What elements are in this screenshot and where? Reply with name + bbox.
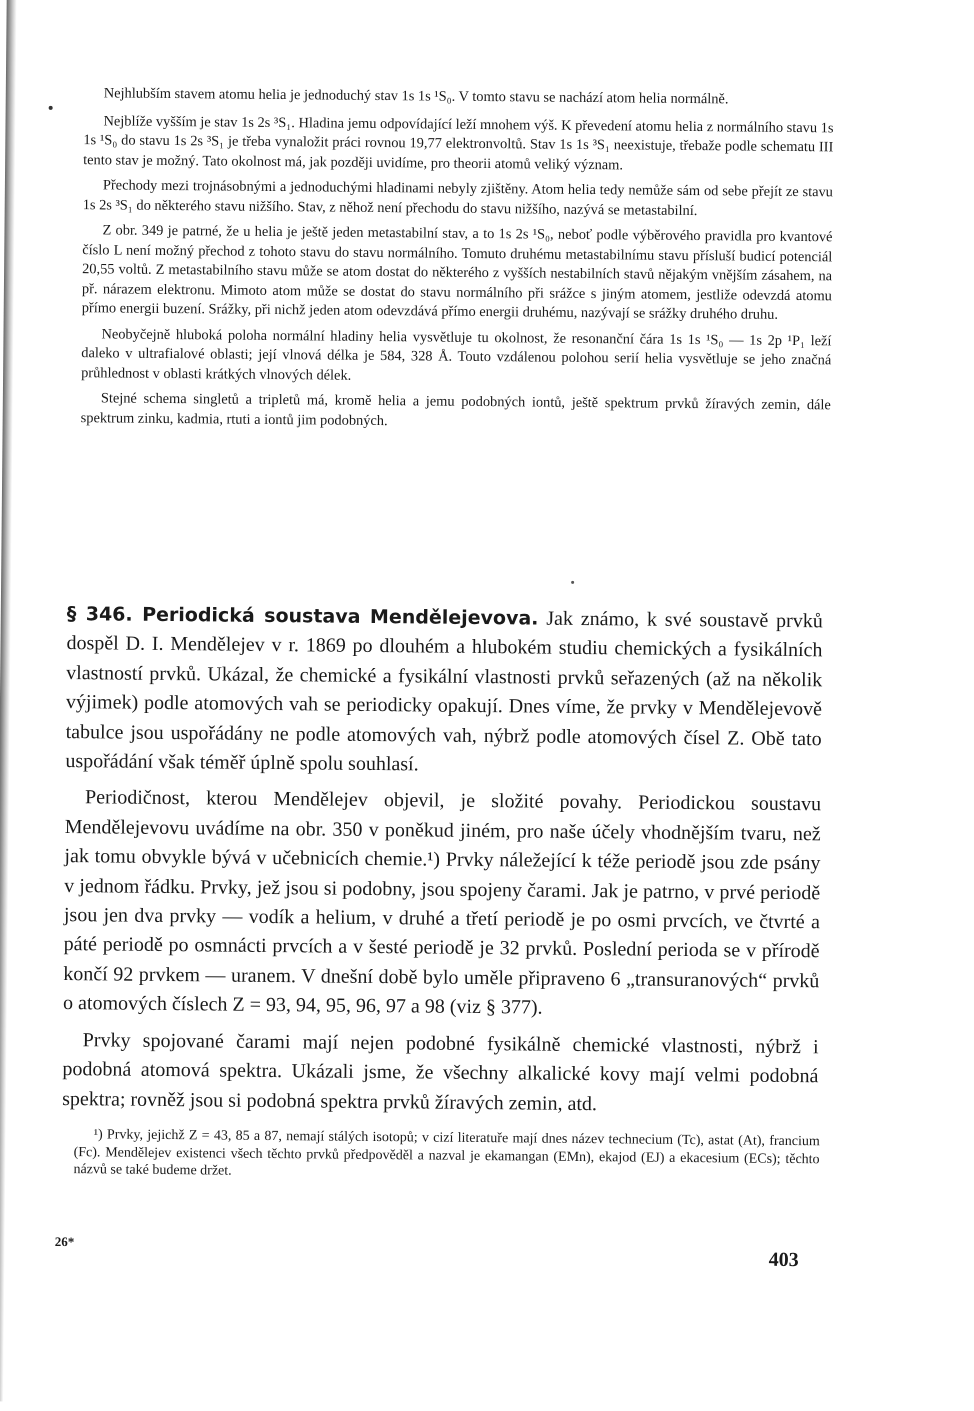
paragraph-resonance-line: Neobyčejně hluboká poloha normální hladiny helia vysvětluje tu okolnost, že resonanční čára 1s 1s ¹S₀ — 1s 2p ¹P₁ leží daleko v ultrafialové oblasti; její vlnová délka je 584, 328 Å. Touto vzdálenou polohou serií helia vysvětluje se jeho značná průhlednost v oblasti krátkých vlnových délek. <box>81 325 832 384</box>
section-heading: § 346. Periodická soustava Mendělejevova. <box>66 603 539 630</box>
paragraph-singlet-triplet: Stejné schema singletů a tripletů má, kromě helia a jemu podobných iontů, ještě spektrum prvků žíravých zemin, dále spektrum zinku, kadmia, rtuti a iontů jim podobných. <box>80 390 831 429</box>
section-intro-text: Jak známo, k své soustavě prvků dospěl D. I. Mendělejev v r. 1869 po dlouhém a hlubokém studiu chemických a fysikálních vlastností prvků. Ukázal, že chemické a fysikální vlastnosti prvků seřazených (až na několik výjimek) podle atomových vah se periodicky opakují. Dnes víme, že prvky v Mendělejevově tabulce jsou uspořádány ne podle atomových vah, nýbrž podle atomových čísel Z. Obě tato uspořádání však téměř úplně spolu souhlasí. <box>65 607 823 776</box>
paragraph-spectra: Prvky spojované čarami mají nejen podobné fysikálně chemické vlastnosti, nýbrž i podobná atomová spektra. Ukázali jsme, že všechny alkalické kovy mají velmi podobná spektra; rovněž jsou si podobná spektra prvků žíravých zemin, atd. <box>62 1028 819 1115</box>
paragraph-periodicity: Periodičnost, kterou Mendělejev objevil, je složité povahy. Periodickou soustavu Mendělejevovu uvádíme na obr. 350 v poněkud jiném, pro naše účely vhodnějším tvaru, než jak tomu obvykle bývá v učebnicích chemie.¹) Prvky náležející k téže periodě jsou zde psány v jednom řádku. Prvky, jež jsou si podobny, jsou spojeny čarami. Jak je patrno, v prvé periodě jsou jen dva prvky — vodík a helium, v druhé a třetí periodě je po osmi prvcích, ve čtvrté a páté periodě po osmnácti prvcích a v šesté periodě je 32 prvků. Poslední perioda se v přírodě končí 92 prvkem — uranem. V dnešní době bylo uměle připraveno 6 „transuranových“ prvků o atomových číslech Z = 93, 94, 95, 96, 97 a 98 (viz § 377). <box>62 786 822 1019</box>
paragraph-ground-state: Nejhlubším stavem atomu helia je jednoduchý stav 1s 1s ¹S₀. V tomto stavu se nachází atom helia normálně. <box>103 85 729 108</box>
page-number: 403 <box>768 1248 799 1272</box>
section-intro-paragraph <box>65 600 823 784</box>
margin-mark <box>49 106 53 110</box>
section-346 <box>62 600 823 1128</box>
footnote: ¹) Prvky, jejichž Z = 43, 85 a 87, nemají stálých isotopů; v cizí literatuře mají dnes název technecium (Tc), astat (At), francium (Fc). Mendělejev existenci všech těchto prvků předpověděl a nazval je ekamangan (EMn), ekajod (EJ) a ekacesium (ECs); těchto názvů se také budeme držet. <box>73 1127 820 1179</box>
paragraph-next-state: Nejblíže vyšším je stav 1s 2s ³S₁. Hladina jemu odpovídající leží mnohem výš. K převedení atomu helia z normálního stavu 1s 1s ¹S₀ do stavu 1s 2s ³S₁ je třeba vynaložit práci rovnou 19,77 elektronvoltů. Stav 1s 1s ³S₁ neexistuje, třebaže podle schematu III tento stav je možný. Tato okolnost má, jak později uvidíme, pro theorii atomů veliký význam. <box>83 112 834 173</box>
signature-mark: 26* <box>54 1233 75 1250</box>
scan-edge-shadow <box>0 0 17 1401</box>
paragraph-second-metastable: Z obr. 349 je patrné, že u helia je ještě jeden metastabilní stav, a to 1s 2s ¹S₀, neboť podle výběrového pravidla pro kvantové číslo L není možný přechod z tohoto stavu do stavu normálního. Tomuto druhému metastabilnímu stavu přísluší budicí potenciál 20,55 voltů. Z metastabilního stavu může se atom dostat do některého z vyšších nestabilních stavů nějakým vnějším zásahem, na př. nárazem elektronu. Mimoto atom může se dostat do stavu normálního při srážce s jiným atomem, jestliže odevzdá atomu přímo energii buzení. Srážky, při nichž jeden atom odevzdává přímo energii druhému, nazývají se srážky druhého druhu. <box>81 222 833 323</box>
stray-dot <box>571 581 574 584</box>
paragraph-metastable: Přechody mezi trojnásobnými a jednoduchými hladinami nebyly zjištěny. Atom helia tedy nemůže sám od sebe přejít ze stavu 1s 2s ³S₁ do některého stavu nižšího. Stav, z něhož není přechodu do stavu nižšího, nazývá se metastabilní. <box>82 177 833 219</box>
small-print-block <box>81 84 834 441</box>
